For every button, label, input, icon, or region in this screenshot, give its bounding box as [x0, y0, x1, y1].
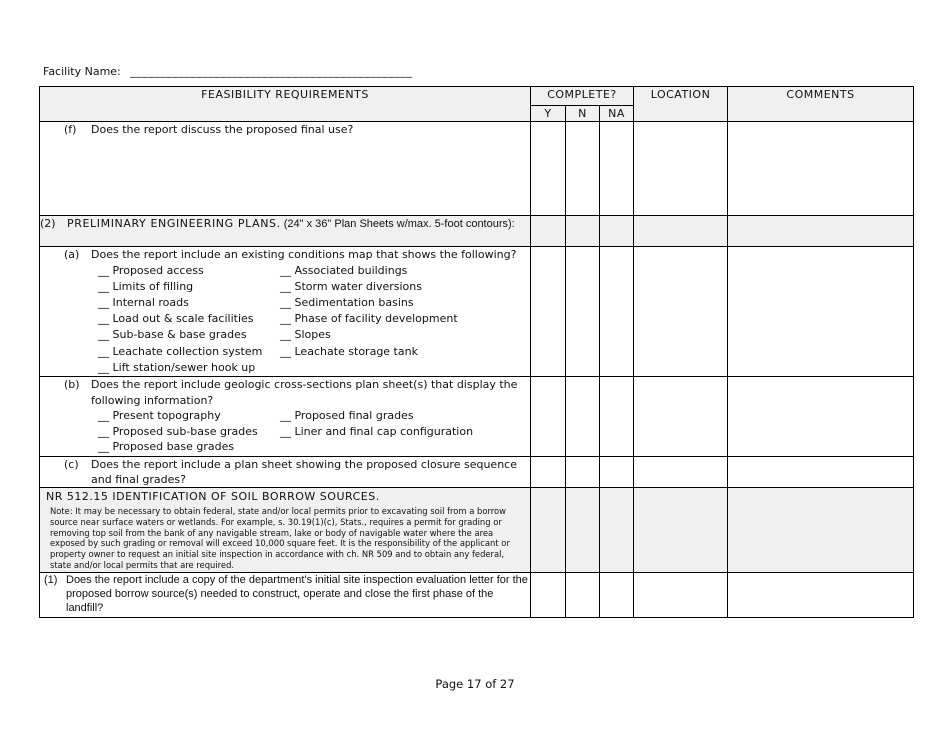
- location-cell[interactable]: [634, 573, 728, 618]
- item-text: Does the report include a copy of the department's initial site inspection evaluation letter for the proposed borrow source(s) needed to construct, operate and close the first phase of the landfill?: [66, 574, 528, 614]
- checklist-item[interactable]: __ Slopes: [280, 328, 331, 342]
- check-n[interactable]: [566, 377, 600, 457]
- section-title: NR 512.15 IDENTIFICATION OF SOIL BORROW SOURCES.: [46, 490, 380, 503]
- section-title: PRELIMINARY ENGINEERING PLANS.: [67, 217, 281, 230]
- item-label: (a): [64, 248, 80, 261]
- checklist-item[interactable]: __ Limits of filling: [98, 280, 194, 294]
- checklist-item[interactable]: __ Liner and final cap configuration: [280, 424, 474, 438]
- comments-cell[interactable]: [728, 457, 914, 488]
- section-subtitle: (24" x 36" Plan Sheets w/max. 5-foot contours):: [280, 218, 515, 230]
- check-y[interactable]: [531, 377, 566, 457]
- check-na: [600, 488, 634, 573]
- item-label: (2): [40, 217, 56, 230]
- requirement-1: [40, 573, 531, 618]
- header-comments: COMMENTS: [728, 87, 914, 122]
- requirement-f: [40, 122, 531, 216]
- table-row: [40, 377, 914, 457]
- header-n: N: [566, 106, 600, 122]
- comments-cell: [728, 488, 914, 573]
- page-number: Page 17 of 27: [435, 677, 515, 691]
- section-plans: [40, 216, 531, 247]
- check-n[interactable]: [566, 573, 600, 618]
- table-row: [40, 122, 914, 216]
- checklist-item[interactable]: __ Lift station/sewer hook up: [98, 360, 256, 374]
- check-y[interactable]: [531, 247, 566, 377]
- table-row: [40, 247, 914, 377]
- checklist-item[interactable]: __ Sub-base & base grades: [98, 328, 247, 342]
- comments-cell[interactable]: [728, 377, 914, 457]
- feasibility-table: [39, 86, 914, 618]
- location-cell[interactable]: [634, 377, 728, 457]
- facility-name-line[interactable]: _______________________________________________: [130, 65, 413, 78]
- check-na[interactable]: [600, 573, 634, 618]
- checklist-item[interactable]: __ Storm water diversions: [280, 280, 422, 294]
- item-text: Does the report include an existing conditions map that shows the following?: [91, 248, 517, 261]
- check-n[interactable]: [566, 457, 600, 488]
- checklist-item[interactable]: __ Load out & scale facilities: [98, 312, 254, 326]
- checklist-item[interactable]: __ Proposed sub-base grades: [98, 424, 258, 438]
- item-label: (c): [64, 458, 79, 471]
- checklist-item[interactable]: __ Associated buildings: [280, 264, 408, 278]
- checklist-item[interactable]: __ Sedimentation basins: [280, 296, 414, 310]
- check-y: [531, 216, 566, 247]
- checklist-item[interactable]: __ Leachate collection system: [98, 344, 263, 358]
- check-n: [566, 488, 600, 573]
- header-y: Y: [531, 106, 566, 122]
- check-na[interactable]: [600, 122, 634, 216]
- check-n[interactable]: [566, 247, 600, 377]
- requirement-a: [40, 247, 531, 377]
- location-cell[interactable]: [634, 247, 728, 377]
- facility-name-label: Facility Name:: [43, 65, 121, 78]
- check-y[interactable]: [531, 457, 566, 488]
- item-label: (b): [64, 378, 80, 391]
- header-requirements: FEASIBILITY REQUIREMENTS: [40, 87, 531, 122]
- item-label: (1): [44, 574, 58, 586]
- header-location: LOCATION: [634, 87, 728, 122]
- item-text: Does the report discuss the proposed final use?: [91, 123, 354, 136]
- header-na: NA: [600, 106, 634, 122]
- table-row: [40, 457, 914, 488]
- checklist-item[interactable]: __ Proposed final grades: [280, 409, 414, 422]
- item-text: Does the report include a plan sheet showing the proposed closure sequence and final grades?: [91, 458, 517, 486]
- location-cell: [634, 216, 728, 247]
- check-na[interactable]: [600, 247, 634, 377]
- table-row: [40, 488, 914, 573]
- check-n[interactable]: [566, 122, 600, 216]
- checklist-item[interactable]: __ Internal roads: [98, 296, 189, 310]
- comments-cell[interactable]: [728, 573, 914, 618]
- table-row: [40, 216, 914, 247]
- location-cell: [634, 488, 728, 573]
- location-cell[interactable]: [634, 122, 728, 216]
- comments-cell: [728, 216, 914, 247]
- check-na: [600, 216, 634, 247]
- table-row: [40, 573, 914, 618]
- check-n: [566, 216, 600, 247]
- location-cell[interactable]: [634, 457, 728, 488]
- checklist-a: [98, 263, 530, 376]
- check-y[interactable]: [531, 573, 566, 618]
- header-complete: COMPLETE?: [531, 87, 634, 106]
- check-y: [531, 488, 566, 573]
- checklist-item[interactable]: __ Proposed access: [98, 264, 204, 278]
- requirement-c: [40, 457, 531, 488]
- section-nr-512-15: [40, 488, 531, 573]
- facility-name-field: [43, 65, 412, 78]
- comments-cell[interactable]: [728, 122, 914, 216]
- item-label: (f): [64, 123, 77, 136]
- checklist-item[interactable]: __ Present topography: [98, 409, 221, 422]
- check-na[interactable]: [600, 377, 634, 457]
- requirement-b: [40, 377, 531, 457]
- check-na[interactable]: [600, 457, 634, 488]
- check-y[interactable]: [531, 122, 566, 216]
- checklist-item[interactable]: __ Phase of facility development: [280, 312, 458, 326]
- comments-cell[interactable]: [728, 247, 914, 377]
- checklist-item[interactable]: __ Leachate storage tank: [280, 344, 418, 358]
- checklist-item[interactable]: __ Proposed base grades: [98, 440, 235, 453]
- checklist-b: [98, 408, 530, 455]
- item-text: Does the report include geologic cross-sections plan sheet(s) that display the following information?: [91, 378, 518, 407]
- section-note: Note: It may be necessary to obtain federal, state and/or local permits prior to excavating soil from a borrow source near surface waters or wetlands. For example, s. 30.19(1)(c), Stats., requires a permit for grading or removing top soil from the bank of any navigable stream, lake or body of navigable water where the area exposed by such grading or removal will exceed 10,000 square feet. It is the responsibility of the applicant or property owner to request an initial site inspection in accordance with ch. NR 509 and to obtain any federal, state and/or local permits that are required.: [50, 506, 510, 570]
